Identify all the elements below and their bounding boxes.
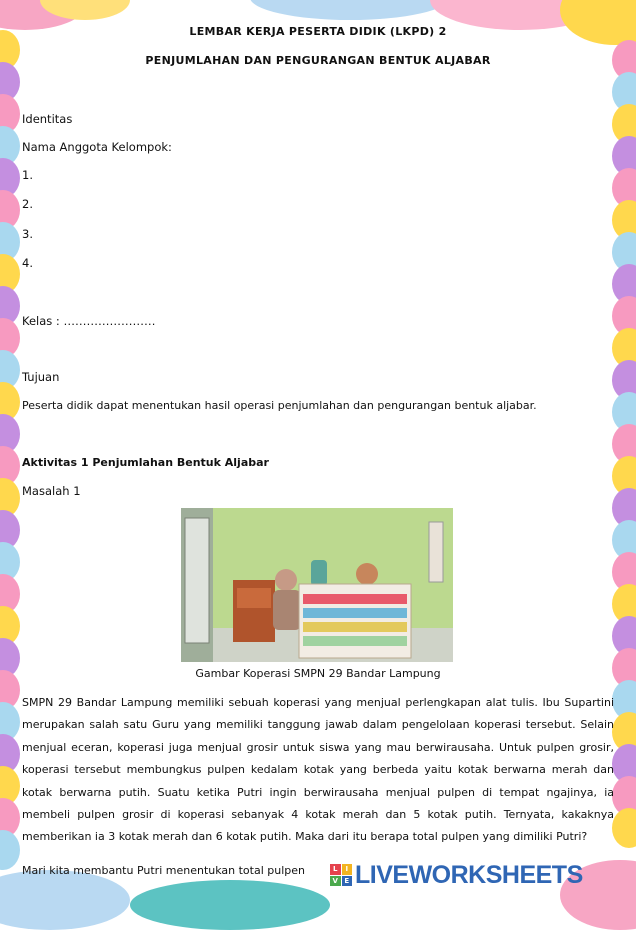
member-1[interactable]: 1. <box>22 168 33 182</box>
photo-caption: Gambar Koperasi SMPN 29 Bandar Lampung <box>195 667 441 680</box>
page-subtitle: PENJUMLAHAN DAN PENGURANGAN BENTUK ALJABAR <box>145 54 491 67</box>
liveworksheets-logo-text: LIVEWORKSHEETS <box>355 860 583 889</box>
decor-blob-top <box>250 0 450 20</box>
tujuan-text: Peserta didik dapat menentukan hasil operasi penjumlahan dan pengurangan bentuk aljabar. <box>22 399 537 412</box>
member-2[interactable]: 2. <box>22 197 33 211</box>
closing-text: Mari kita membantu Putri menentukan total pulpen <box>22 864 306 877</box>
problem-paragraph: SMPN 29 Bandar Lampung memiliki sebuah koperasi yang menjual perlengkapan alat tulis. Ibu Supartini merupakan salah satu Guru yang memiliki tanggung jawab dalam pengelolaan koperasi tersebut. Selain menjual eceran, koperasi juga menjual grosir untuk siswa yang mau berwirausaha. Untuk pulpen grosir, koperasi tersebut membungkus pulpen kedalam kotak yang berbeda yaitu kotak berwarna merah dan kotak berwarna putih. Suatu ketika Putri ingin berwirausaha menjual pulpen di tempat ngajinya, ia membeli pulpen grosir di koperasi sebanyak 4 kotak merah dan 5 kotak putih. Ternyata, kakaknya memberikan ia 3 kotak merah dan 6 kotak putih. Maka dari itu berapa total pulpen yang dimiliki Putri? <box>22 696 614 844</box>
liveworksheets-logo-icon: L I V E <box>330 864 352 886</box>
member-3[interactable]: 3. <box>22 227 33 241</box>
decor-blob-bottom-mid <box>130 880 330 930</box>
member-4[interactable]: 4. <box>22 256 33 270</box>
members-label: Nama Anggota Kelompok: <box>22 140 172 154</box>
kelas-field[interactable]: Kelas : …………………… <box>22 314 156 328</box>
koperasi-photo <box>181 508 453 662</box>
aktivitas-heading: Aktivitas 1 Penjumlahan Bentuk Aljabar <box>22 456 269 469</box>
tujuan-heading: Tujuan <box>22 370 60 384</box>
decor-blob-bottom-left <box>0 870 130 930</box>
masalah-label: Masalah 1 <box>22 484 81 498</box>
page-title: LEMBAR KERJA PESERTA DIDIK (LKPD) 2 <box>189 25 447 38</box>
decor-blob-top-right-2 <box>560 0 636 45</box>
identitas-heading: Identitas <box>22 112 73 126</box>
liveworksheets-logo[interactable] <box>330 860 583 890</box>
